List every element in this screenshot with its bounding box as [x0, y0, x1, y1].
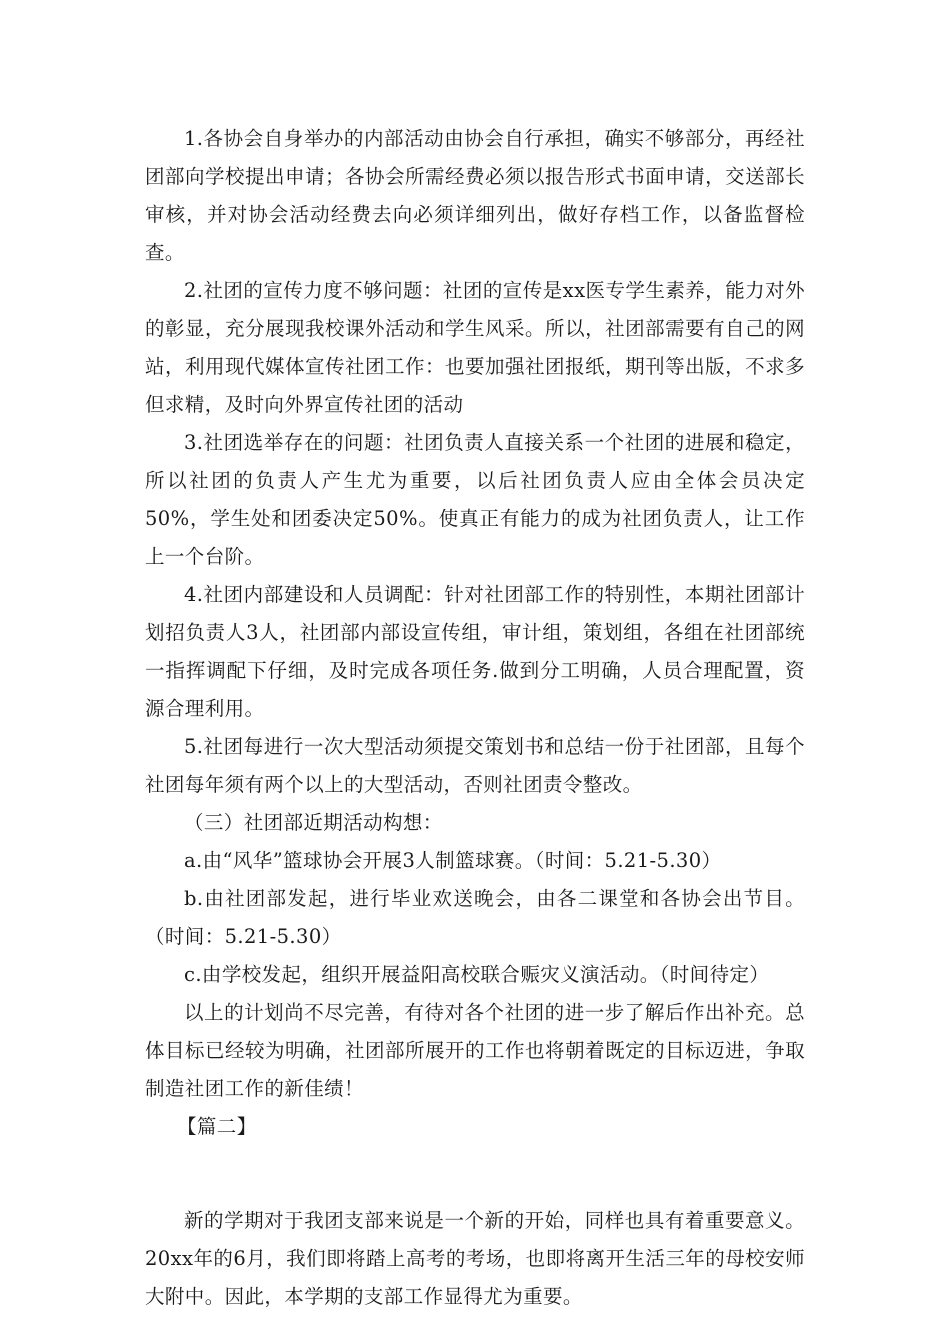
section-title: 【篇二】	[177, 1115, 257, 1138]
paragraph-election: 3.社团选举存在的问题：社团负责人直接关系一个社团的进展和稳定，所以社团的负责人产生尤为重要，以后社团负责人应由全体会员决定50%，学生处和团委决定50%。使真正有能力的成为社团负责人，让工作上一个台阶。	[145, 431, 805, 568]
paragraph-publicity: 2.社团的宣传力度不够问题：社团的宣传是xx医专学生素养，能力对外的彰显，充分展现我校课外活动和学生风采。所以，社团部需要有自己的网站，利用现代媒体宣传社团工作：也要加强社团报纸，期刊等出版，不求多但求精，及时向外界宣传社团的活动	[145, 279, 805, 416]
paragraph-part2-intro: 新的学期对于我团支部来说是一个新的开始，同样也具有着重要意义。20xx年的6月，我们即将踏上高考的考场，也即将离开生活三年的母校安师大附中。因此，本学期的支部工作显得尤为重要。	[145, 1209, 805, 1308]
paragraph-large-activities: 5.社团每进行一次大型活动须提交策划书和总结一份于社团部，且每个社团每年须有两个以上的大型活动，否则社团责令整改。	[145, 735, 805, 796]
activity-item-a: a.由“风华”篮球协会开展3人制篮球赛。（时间：5.21-5.30）	[184, 849, 722, 872]
paragraph-conclusion: 以上的计划尚不尽完善，有待对各个社团的进一步了解后作出补充。总体目标已经较为明确，社团部所展开的工作也将朝着既定的目标迈进，争取制造社团工作的新佳绩！	[145, 1001, 805, 1100]
activity-item-c: c.由学校发起，组织开展益阳高校联合赈灾义演活动。（时间待定）	[184, 963, 770, 986]
activity-item-b: b.由社团部发起，进行毕业欢送晚会，由各二课堂和各协会出节目。（时间：5.21-5.30）	[145, 887, 805, 948]
paragraph-funding: 1.各协会自身举办的内部活动由协会自行承担，确实不够部分，再经社团部向学校提出申请；各协会所需经费必须以报告形式书面申请，交送部长审核，并对协会活动经费去向必须详细列出，做好存档工作，以备监督检查。	[145, 127, 805, 264]
document-page	[145, 120, 805, 1316]
subheading-recent-plans: （三）社团部近期活动构想：	[184, 811, 443, 834]
paragraph-internal-structure: 4.社团内部建设和人员调配：针对社团部工作的特别性，本期社团部计划招负责人3人，社团部内部设宣传组，审计组，策划组，各组在社团部统一指挥调配下仔细，及时完成各项任务.做到分工明确，人员合理配置，资源合理利用。	[145, 583, 805, 720]
